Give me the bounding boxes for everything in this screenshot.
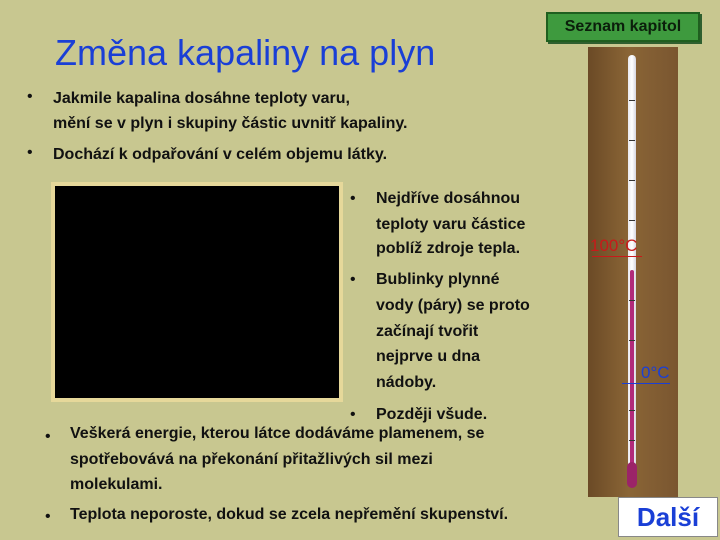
bullet-dot: • <box>350 190 356 207</box>
bullet-text-line: Nejdříve dosáhnou <box>376 190 521 207</box>
bullet-text-line: teploty varu částice <box>376 216 526 233</box>
bullet-text-line: nádoby. <box>376 374 437 391</box>
thermometer-label-0: 0°C <box>641 363 670 382</box>
video-screen[interactable] <box>55 186 339 398</box>
thermometer-tick <box>629 300 635 301</box>
thermometer-line-0 <box>622 383 670 384</box>
bullet-text-line: Jakmile kapalina dosáhne teploty varu, <box>53 90 350 107</box>
bullet-text-line: Teplota neporoste, dokud se zcela nepřemění skupenství. <box>70 506 509 523</box>
bullet-dot: • <box>350 406 356 423</box>
thermometer-label-100: 100°C <box>590 236 638 255</box>
thermometer-bulb <box>627 462 637 488</box>
thermometer-tick <box>629 100 635 101</box>
bullet-text-line: poblíž zdroje tepla. <box>376 240 521 257</box>
thermometer-tick <box>629 410 635 411</box>
bullet-text-line: molekulami. <box>70 476 163 493</box>
thermometer-tick <box>629 180 635 181</box>
chapter-list-button[interactable]: Seznam kapitol <box>546 12 700 42</box>
thermometer-tick <box>629 220 635 221</box>
bullet-text-line: mění se v plyn i skupiny částic uvnitř kapaliny. <box>53 115 408 132</box>
bullet-dot: • <box>27 144 33 161</box>
bullet-dot: • <box>350 271 356 288</box>
bullet-text-line: nejprve u dna <box>376 348 481 365</box>
page-title: Změna kapaliny na plyn <box>55 32 436 73</box>
bullet-dot: • <box>45 508 51 525</box>
thermometer-tick <box>629 440 635 441</box>
thermometer-tick <box>629 340 635 341</box>
bullet-text-line: vody (páry) se proto <box>376 297 530 314</box>
thermometer-line-100 <box>592 256 642 257</box>
bullet-text-line: Veškerá energie, kterou látce dodáváme plamenem, se <box>70 425 485 442</box>
bullet-text-line: Bublinky plynné <box>376 271 500 288</box>
video-frame[interactable] <box>51 182 343 402</box>
thermometer-tick <box>629 140 635 141</box>
bullet-text-line: Dochází k odpařování v celém objemu látky. <box>53 146 388 163</box>
bullet-dot: • <box>27 88 33 105</box>
bullet-text-line: Později všude. <box>376 406 488 423</box>
next-button[interactable]: Další <box>618 497 718 537</box>
bullet-text-line: spotřebovává na překonání přitažlivých sil mezi <box>70 451 433 468</box>
bullet-text-line: začínají tvořit <box>376 323 479 340</box>
bullet-dot: • <box>45 428 51 445</box>
